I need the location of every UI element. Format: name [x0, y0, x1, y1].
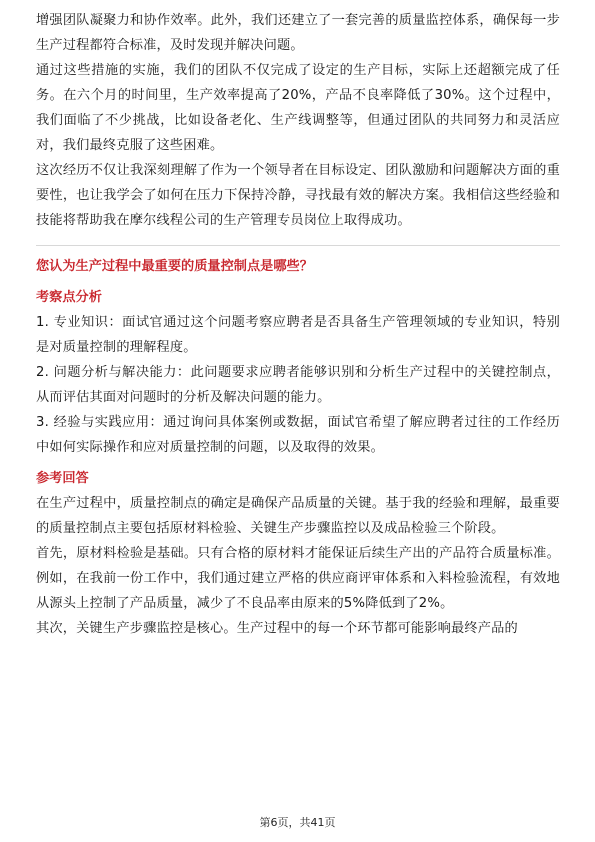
analysis-item: 2. 问题分析与解决能力：此问题要求应聘者能够识别和分析生产过程中的关键控制点，从而评估其面对问题时的分析及解决问题的能力。: [36, 365, 560, 405]
answer-title: 参考回答: [36, 471, 89, 486]
section-divider: [36, 245, 560, 246]
analysis-item: 1. 专业知识：面试官通过这个问题考察应聘者是否具备生产管理领域的专业知识，特别是对质量控制的理解程度。: [36, 315, 560, 355]
intro-paragraph: 通过这些措施的实施，我们的团队不仅完成了设定的生产目标，实际上还超额完成了任务。在六个月的时间里，生产效率提高了20%，产品不良率降低了30%。这个过程中，我们面临了不少挑战，比如设备老化、生产线调整等，但通过团队的共同努力和灵活应对，我们最终克服了这些困难。: [36, 63, 560, 153]
answer-paragraph: 其次，关键生产步骤监控是核心。生产过程中的每一个环节都可能影响最终产品的: [36, 621, 518, 636]
answer-paragraph: 在生产过程中，质量控制点的确定是确保产品质量的关键。基于我的经验和理解，最重要的质量控制点主要包括原材料检验、关键生产步骤监控以及成品检验三个阶段。: [36, 496, 560, 536]
question-heading: 您认为生产过程中最重要的质量控制点是哪些？: [36, 259, 313, 274]
page-number: 第6页，共41页: [259, 816, 336, 829]
intro-paragraph: 这次经历不仅让我深刻理解了作为一个领导者在目标设定、团队激励和问题解决方面的重要性，也让我学会了如何在压力下保持冷静，寻找最有效的解决方案。我相信这些经验和技能将帮助我在摩尔线程公司的生产管理专员岗位上取得成功。: [36, 163, 560, 228]
answer-paragraph: 首先，原材料检验是基础。只有合格的原材料才能保证后续生产出的产品符合质量标准。例如，在我前一份工作中，我们通过建立严格的供应商评审体系和入料检验流程，有效地从源头上控制了产品质量，减少了不良品率由原来的5%降低到了2%。: [36, 546, 560, 611]
document-page: [36, 8, 560, 641]
analysis-item: 3. 经验与实践应用：通过询问具体案例或数据，面试官希望了解应聘者过往的工作经历中如何实际操作和应对质量控制的问题，以及取得的效果。: [36, 415, 560, 455]
analysis-title: 考察点分析: [36, 290, 102, 305]
intro-paragraph: 增强团队凝聚力和协作效率。此外，我们还建立了一套完善的质量监控体系，确保每一步生产过程都符合标准，及时发现并解决问题。: [36, 13, 560, 53]
